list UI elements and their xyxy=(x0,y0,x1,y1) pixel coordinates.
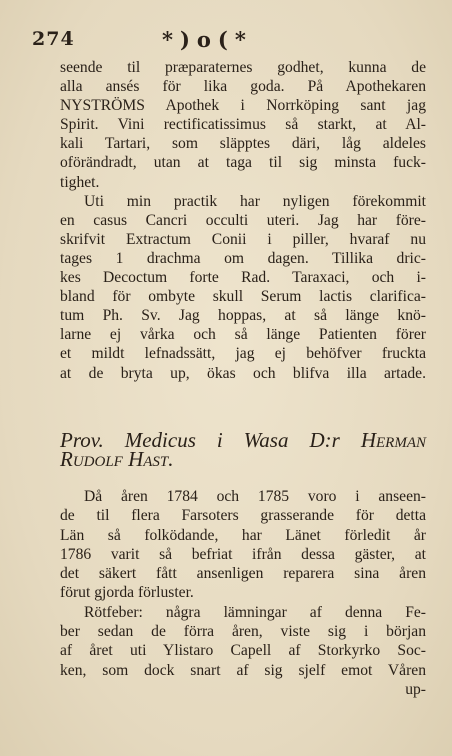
text-line: Uti min practik har nyligen förekommit xyxy=(84,192,426,210)
text-line: oförändradt, utan at taga til sig minsta fuck- xyxy=(60,154,426,172)
page-number: 274 xyxy=(32,28,75,50)
catchword: up- xyxy=(405,680,426,698)
text-line: skrifvit Extractum Conii i piller, hvaraf nu xyxy=(60,230,426,248)
text-line: 1786 varit så befriat ifrån dessa gäster, at xyxy=(60,545,426,563)
text-line: de til flera Farsoters grasserande för detta xyxy=(60,507,426,525)
text-line: kes Decoctum forte Rad. Taraxaci, och i- xyxy=(60,269,426,287)
text-line: kali Tartari, som släpptes däri, låg aldeles xyxy=(60,135,426,153)
section-1-text xyxy=(60,58,426,383)
text-line: tum Ph. Sv. Jag hoppas, at så länge knö- xyxy=(60,307,426,325)
text-line: tighet. xyxy=(60,173,100,191)
text-line: det säkert fått ansenligen reparera sina åren xyxy=(60,565,426,583)
section-2-text xyxy=(60,487,426,699)
header-ornament: *)o(* xyxy=(162,27,253,52)
heading-line-2: Rudolf Hast. xyxy=(60,447,174,472)
text-line: NYSTRÖMS Apothek i Norrköping sant jag xyxy=(60,97,426,115)
text-line: Då åren 1784 och 1785 voro i anseen- xyxy=(84,488,426,505)
page-header xyxy=(32,28,422,58)
text-line: tages 1 drachma om dagen. Tillika dric- xyxy=(60,249,426,267)
text-line: Län så folködande, har Länet förledit år xyxy=(60,526,426,544)
text-line: förut gjorda förluster. xyxy=(60,584,194,602)
heading-line-1 xyxy=(60,428,426,452)
text-line: af året uti Ylistaro Capell af Storkyrko Soc- xyxy=(60,642,426,660)
heading-first-name: Herman xyxy=(360,428,426,452)
text-line: alla ansés för lika goda. På Apothekaren xyxy=(60,78,426,96)
text-line: ken, som dock snart af sig sjelf emot Våren xyxy=(60,661,426,679)
text-line: en casus Cancri occulti uteri. Jag har före- xyxy=(60,211,426,229)
section-heading xyxy=(60,428,426,472)
text-line: ber sedan de förra åren, viste sig i början xyxy=(60,623,426,641)
heading-title: Prov. Medicus i Wasa D:r xyxy=(60,428,361,452)
text-line: Rötfeber: några lämningar af denna Fe- xyxy=(84,603,426,621)
text-line: seende til præparaternes godhet, kunna de xyxy=(60,59,426,76)
text-line: bland för ombyte skull Serum lactis clarifica- xyxy=(60,288,426,306)
text-line: et mildt lefnadssätt, jag ej behöfver fruckta xyxy=(60,345,426,363)
text-line: Spirit. Vini rectificatissimus så starkt, at Al- xyxy=(60,116,426,134)
text-line: larne ej vårka och så länge Patienten förer xyxy=(60,326,426,344)
text-line: at de bryta up, ökas och blifva illa artade. xyxy=(60,364,426,382)
